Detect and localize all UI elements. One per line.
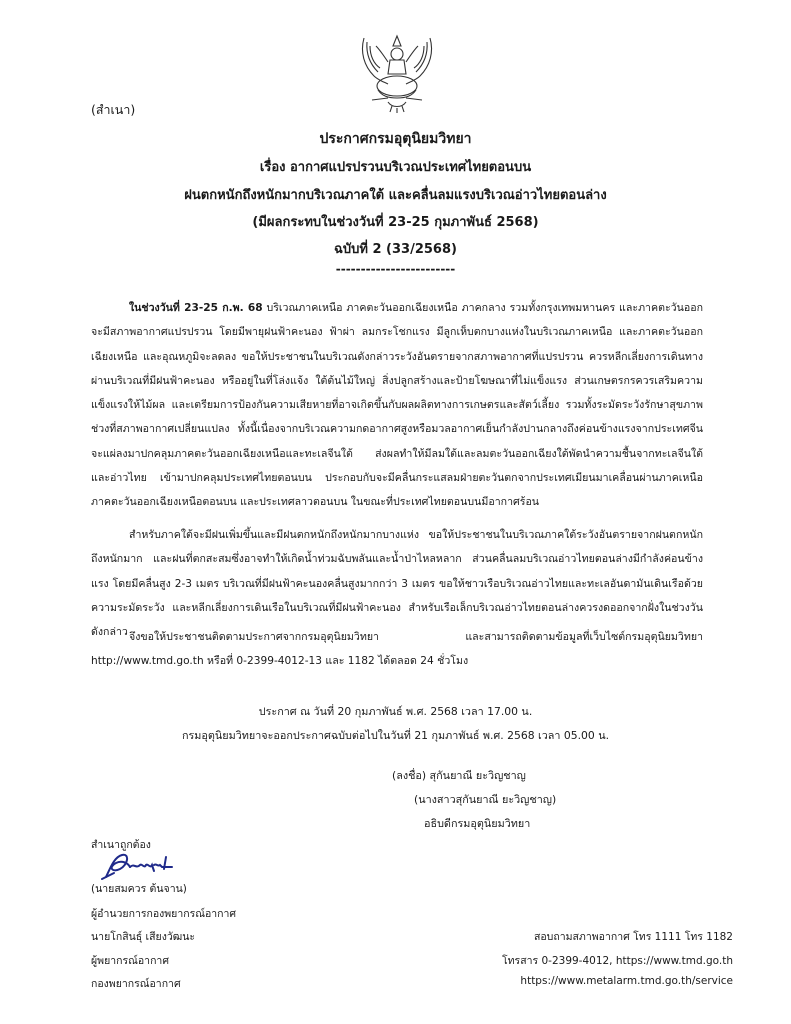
issue-number: ฉบับที่ 2 (33/2568) [334,242,457,257]
subject-line-1: เรื่อง อากาศแปรปรวนบริเวณประเทศไทยตอนบน [259,160,532,175]
certifier-position: ผู้อำนวยการกองพยากรณ์อากาศ [91,908,237,920]
contact-phone: สอบถามสภาพอากาศ โทร 1111 โทร 1182 [533,931,733,943]
paragraph-2-text: สำหรับภาคใต้จะมีฝนเพิ่มขึ้นและมีฝนตกหนักถึงหนักมากบางแห่ง ขอให้ประชาชนในบริเวณภาคใต้ระวังอันตรายจากฝนตกหนักถึงหนักมาก และฝนที่ตกสะสมซึ่งอาจทำให้เกิดน้ำท่วมฉับพลันและน้ำป่าไหลหลาก ส่วนคลื่นลมบริเวณอ่าวไทยตอนล่างมีกำลังค่อนข้างแรง โดยมีคลื่นสูง 2-3 เมตร บริเวณที่มีฝนฟ้าคะนองคลื่นสูงมากกว่า 3 เมตร ขอให้ชาวเรือบริเวณอ่าวไทยและทะเลอันดามันเดินเรือด้วยความระมัดระวัง และหลีกเลี่ยงการเดินเรือในบริเวณที่มีฝนฟ้าคะนอง สำหรับเรือเล็กบริเวณอ่าวไทยตอนล่างควรงดออกจากฝั่งในช่วงวันดังกล่าว [91,529,703,639]
paragraph-3 [91,625,703,674]
effect-period: (มีผลกระทบในช่วงวันที่ 23-25 กุมภาพันธ์ 2568) [252,215,539,230]
contact-fax-website[interactable]: โทรสาร 0-2399-4012, https://www.tmd.go.th [502,955,733,967]
header-divider: ------------------------ [335,262,456,276]
paragraph-1-text: บริเวณภาคเหนือ ภาคตะวันออกเฉียงเหนือ ภาคกลาง รวมทั้งกรุงเทพมหานคร และภาคตะวันออก จะมีสภาพอากาศแปรปรวน โดยมีพายุฝนฟ้าคะนอง ฟ้าผ่า ลมกระโชกแรง มีลูกเห็บตกบางแห่งในบริเวณภาคเหนือ และภาคตะวันออกเฉียงเหนือ และอุณหภูมิจะลดลง ขอให้ประชาชนในบริเวณดังกล่าวระวังอันตรายจากสภาพอากาศที่แปรปรวน ควรหลีกเลี่ยงการเดินทางผ่านบริเวณที่มีฝนฟ้าคะนอง หรืออยู่ในที่โล่งแจ้ง ใต้ต้นไม้ใหญ่ สิ่งปลูกสร้างและป้ายโฆษณาที่ไม่แข็งแรง ส่วนเกษตรกรควรเสริมความแข็งแรงให้ไม้ผล และเตรียมการป้องกันความเสียหายที่อาจเกิดขึ้นกับผลผลิตทางการเกษตรและสัตว์เลี้ยง รวมทั้งระมัดระวังรักษาสุขภาพช่วงที่สภาพอากาศเปลี่ยนแปลง ทั้งนี้เนื่องจากบริเวณความกดอากาศสูงหรือมวลอากาศเย็นกำลังปานกลางถึงค่อนข้างแรงจากประเทศจีนจะแผ่ลงมาปกคลุมภาคตะวันออกเฉียงเหนือและทะเลจีนใต้ ส่งผลทำให้มีลมใต้และลมตะวันออกเฉียงใต้พัดนำความชื้นจากทะเลจีนใต้และอ่าวไทย เข้ามาปกคลุมประเทศไทยตอนบน ประกอบกับจะมีคลื่นกระแสลมฝ่ายตะวันตกจากประเทศเมียนมาเคลื่อนผ่านภาคเหนือ ภาคตะวันออกเฉียงเหนือตอนบน และประเทศลาวตอนบน ในขณะที่ประเทศไทยตอนบนมีอากาศร้อน [91,302,703,509]
signatory-full-name: (นางสาวสุกันยาณี ยะวิญชาญ) [414,793,557,806]
certified-copy-label: สำเนาถูกต้อง [91,839,151,851]
contact-service-url[interactable]: https://www.metalarm.tmd.go.th/service [520,975,733,987]
signatory-position: อธิบดีกรมอุตุนิยมวิทยา [424,817,531,830]
paragraph-1-lead: ในช่วงวันที่ 23-25 ก.พ. 68 [129,302,263,314]
forecaster-position: ผู้พยากรณ์อากาศ [91,955,169,967]
issued-date: ประกาศ ณ วันที่ 20 กุมภาพันธ์ พ.ศ. 2568 เวลา 17.00 น. [258,705,533,718]
forecaster-name: นายโกสินธุ์ เสียงวัฒนะ [91,931,196,943]
announcement-title: ประกาศกรมอุตุนิยมวิทยา [319,131,472,147]
signatory-signed: (ลงชื่อ) สุกันยาณี ยะวิญชาญ [392,769,526,782]
handwritten-signature-icon [100,851,182,881]
paragraph-1 [91,296,703,515]
certifier-name: (นายสมควร ต้นจาน) [91,883,187,895]
next-issue-date: กรมอุตุนิยมวิทยาจะออกประกาศฉบับต่อไปในวันที่ 21 กุมภาพันธ์ พ.ศ. 2568 เวลา 05.00 น. [181,729,610,742]
copy-mark: (สำเนา) [91,102,136,117]
paragraph-3-text: จึงขอให้ประชาชนติดตามประกาศจากกรมอุตุนิยมวิทยา และสามารถติดตามข้อมูลที่เว็บไซต์กรมอุตุนิยมวิทยา http://www.tmd.go.th หรือที่ 0-2399-4012-13 และ 1182 ได้ตลอด 24 ชั่วโมง [91,631,703,668]
division-name: กองพยากรณ์อากาศ [91,978,181,990]
garuda-emblem-icon [358,32,436,114]
subject-line-2: ฝนตกหนักถึงหนักมากบริเวณภาคใต้ และคลื่นลมแรงบริเวณอ่าวไทยตอนล่าง [184,188,607,203]
